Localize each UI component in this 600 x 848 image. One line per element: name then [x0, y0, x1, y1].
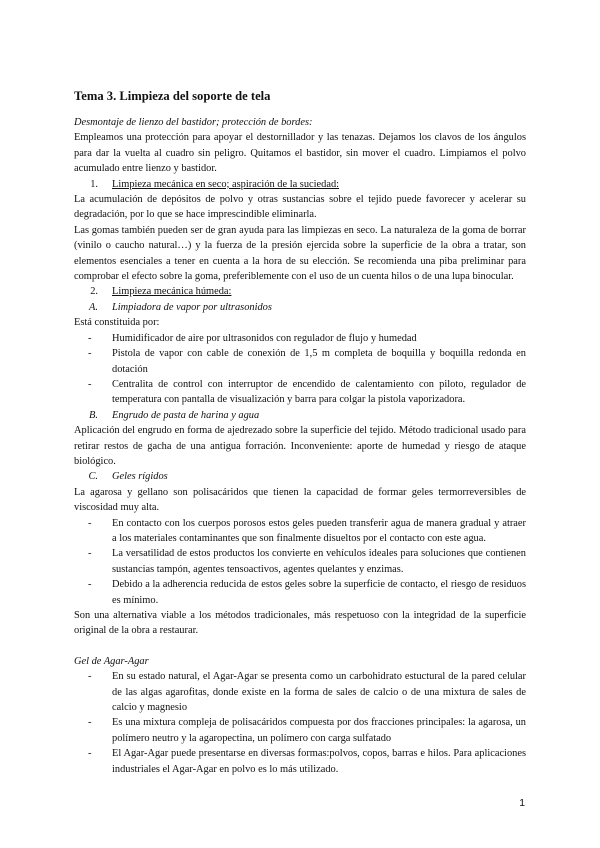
item-marker: B. [89, 409, 98, 421]
dash-bullet: - [88, 748, 92, 760]
paragraph-limpieza-seco-1: La acumulación de depósitos de polvo y otras sustancias sobre el tejido puede favorecer y acelerar su degradación, por lo que se hace imprescindible eliminarla. [74, 194, 526, 221]
item-marker: C. [88, 471, 98, 483]
numbered-item-2 [74, 284, 526, 299]
list-item: - Pistola de vapor con cable de conexión de 1,5 m completa de boquilla y boquilla redonda en dotación [88, 348, 526, 375]
dash-bullet: - [88, 332, 92, 344]
list-item: - El Agar-Agar puede presentarse en diversas formas:polvos, copos, barras e hilos. Para aplicaciones industriales el Agar-Agar en polvo es lo más utilizado. [88, 748, 526, 775]
paragraph-alternativa: Son una alternativa viable a los métodos tradicionales, más respetuoso con la integridad de la superficie original de la obra a restaurar. [74, 610, 526, 637]
list-item: - La versatilidad de estos productos los convierte en vehículos ideales para soluciones que contienen sustancias tampón, agentes tensoactivos, agentes quelantes y enzimas. [88, 548, 526, 575]
spacer [74, 639, 526, 654]
page-number: 1 [519, 798, 525, 809]
dash-bullet: - [88, 378, 92, 390]
list-item: - Humidificador de aire por ultrasonidos con regulador de flujo y humedad [74, 331, 526, 346]
dash-bullet: - [88, 517, 92, 529]
paragraph-limpieza-seco-2: Las gomas también pueden ser de gran ayuda para las limpiezas en seco. La naturaleza de la goma de borrar (vinilo o caucho natural…) y la fuerza de la presión ejercida sobre la superficie de la obra a tratar, son elementos esenciales a tener en cuenta a la hora de su elección. Se recomienda una piba preliminar para comprobar el efecto sobre la goma, preferiblemente con el uso de un cuenta hilos o de una lupa binocular. [74, 224, 526, 283]
dash-bullet: - [88, 548, 92, 560]
item-marker: 1. [90, 178, 98, 190]
item-label: Geles rígidos [112, 471, 168, 483]
item-label: Limpieza mecánica en seco; aspiración de la suciedad: [112, 178, 340, 190]
paragraph-geles: La agarosa y gellano son polisacáridos que tienen la capacidad de formar geles termorreversibles de viscosidad muy alta. [74, 486, 526, 514]
sub-item-b [74, 408, 526, 423]
paragraph-desmontaje: Empleamos una protección para apoyar el destornillador y las tenazas. Dejamos los clavos de los ángulos para dar la vuelta al cuadro sin peligro. Quitamos el bastidor, sin mover el cuadro. Limpiamos el polvo acumulado entre lienzo y bastidor. [74, 132, 526, 175]
item-marker: A. [89, 301, 98, 313]
item-marker: 2. [90, 286, 98, 298]
dash-bullet: - [88, 348, 92, 360]
item-label: Limpieza mecánica húmeda: [112, 286, 232, 298]
dash-bullet: - [88, 671, 92, 683]
list-item: - Es una mixtura compleja de polisacáridos compuesta por dos fracciones principales: la agarosa, un polímero neutro y la agaropectina, un polímero con carga sulfatado [88, 717, 526, 744]
dash-bullet: - [88, 579, 92, 591]
item-label: Engrudo de pasta de harina y agua [112, 409, 260, 421]
list-item: - Centralita de control con interruptor de encendido de calentamiento con piloto, regulador de temperatura con pantalla de visualización y barra para colgar la pistola vaporizadora. [88, 378, 526, 406]
paragraph-engrudo: Aplicación del engrudo en forma de ajedrezado sobre la superficie del tejido. Método tradicional usado para retirar restos de gacha de una antigua forración. Inconveniente: aporte de humedad y riesgo de ataque biológico. [74, 425, 526, 467]
dash-bullet: - [88, 717, 92, 729]
list-item: - En su estado natural, el Agar-Agar se presenta como un carbohidrato estuctural de la pared celular de las algas agarofitas, donde existe en la forma de sales de calcio o de una mixtura de sales de calcio y magnesio [88, 671, 526, 714]
document-content [74, 88, 526, 777]
bullet-list-agar [74, 669, 526, 777]
sub-item-c [74, 469, 526, 484]
item-label: Limpiadora de vapor por ultrasonidos [112, 301, 272, 313]
bullet-list-geles [74, 516, 526, 608]
list-item: - En contacto con los cuerpos porosos estos geles pueden transferir agua de manera gradual y atraer a los materiales contaminantes que son finalmente disueltos por el contacto con este agua. [88, 517, 526, 544]
bullet-list-limpiadora [74, 331, 526, 408]
section-heading-agar: Gel de Agar-Agar [74, 655, 149, 667]
section-heading-desmontaje: Desmontaje de lienzo del bastidor; protección de bordes: [74, 117, 313, 128]
paragraph-constituida: Está constituida por: [74, 317, 160, 329]
page-title: Tema 3. Limpieza del soporte de tela [74, 89, 271, 103]
sub-item-a [74, 300, 526, 315]
list-item: - Debido a la adherencia reducida de estos geles sobre la superficie de contacto, el riesgo de residuos es mínimo. [88, 579, 526, 606]
numbered-item-1 [74, 177, 526, 192]
